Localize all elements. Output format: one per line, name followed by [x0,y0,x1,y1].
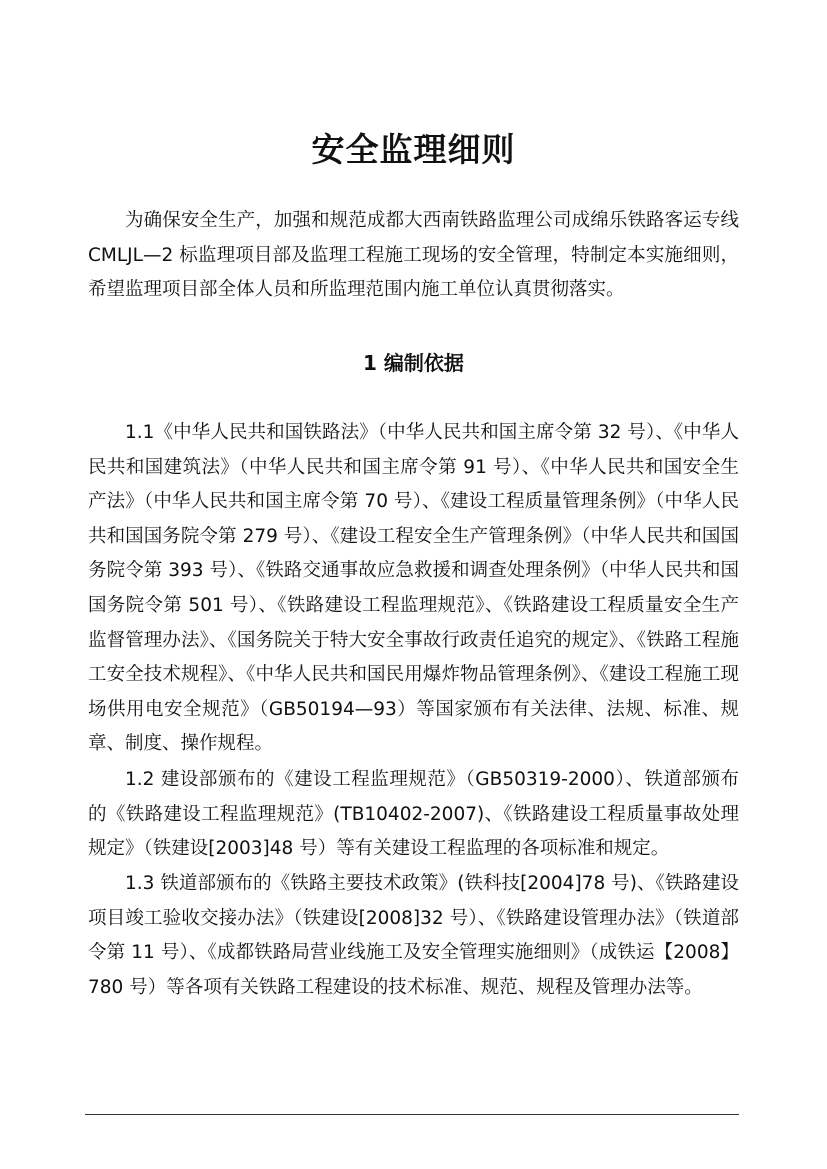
intro-paragraph: 为确保安全生产，加强和规范成都大西南铁路监理公司成绵乐铁路客运专线 CMLJL—2 标监理项目部及监理工程施工现场的安全管理，特制定本实施细则，希望监理项目部全体人员和所监理范围内施工单位认真贯彻落实。 [88,210,739,301]
footer-divider [85,1114,739,1115]
paragraph-1-3: 1.3 铁道部颁布的《铁路主要技术政策》(铁科技[2004]78 号)、《铁路建设项目竣工验收交接办法》（铁建设[2008]32 号）、《铁路建设管理办法》（铁道部令第 11 号）、《成都铁路局营业线施工及安全管理实施细则》（成铁运【2008】780 号）等各项有关铁路工程建设的技术标准、规范、规程及管理办法等。 [88,873,739,998]
document-title: 安全监理细则 [311,130,516,169]
paragraph-1-1: 1.1《中华人民共和国铁路法》（中华人民共和国主席令第 32 号）、《中华人民共和国建筑法》（中华人民共和国主席令第 91 号）、《中华人民共和国安全生产法》（中华人民共和国主席令第 70 号）、《建设工程质量管理条例》（中华人民共和国国务院令第 279 号）、《建设工程安全生产管理条例》（中华人民共和国国务院令第 393 号）、《铁路交通事故应急救援和调查处理条例》（中华人民共和国国务院令第 501 号）、《铁路建设工程监理规范》、《铁路建设工程质量安全生产监督管理办法》、《国务院关于特大安全事故行政责任追究的规定》、《铁路工程施工安全技术规程》、《中华人民共和国民用爆炸物品管理条例》、《建设工程施工现场供用电安全规范》（GB50194—93）等国家颁布有关法律、法规、标准、规章、制度、操作规程。 [88,422,739,755]
paragraph-1-2: 1.2 建设部颁布的《建设工程监理规范》（GB50319-2000）、铁道部颁布的《铁路建设工程监理规范》(TB10402-2007)、《铁路建设工程质量事故处理规定》（铁建设[2003]48 号）等有关建设工程监理的各项标准和规定。 [88,769,739,860]
section-heading: 1 编制依据 [363,351,464,375]
